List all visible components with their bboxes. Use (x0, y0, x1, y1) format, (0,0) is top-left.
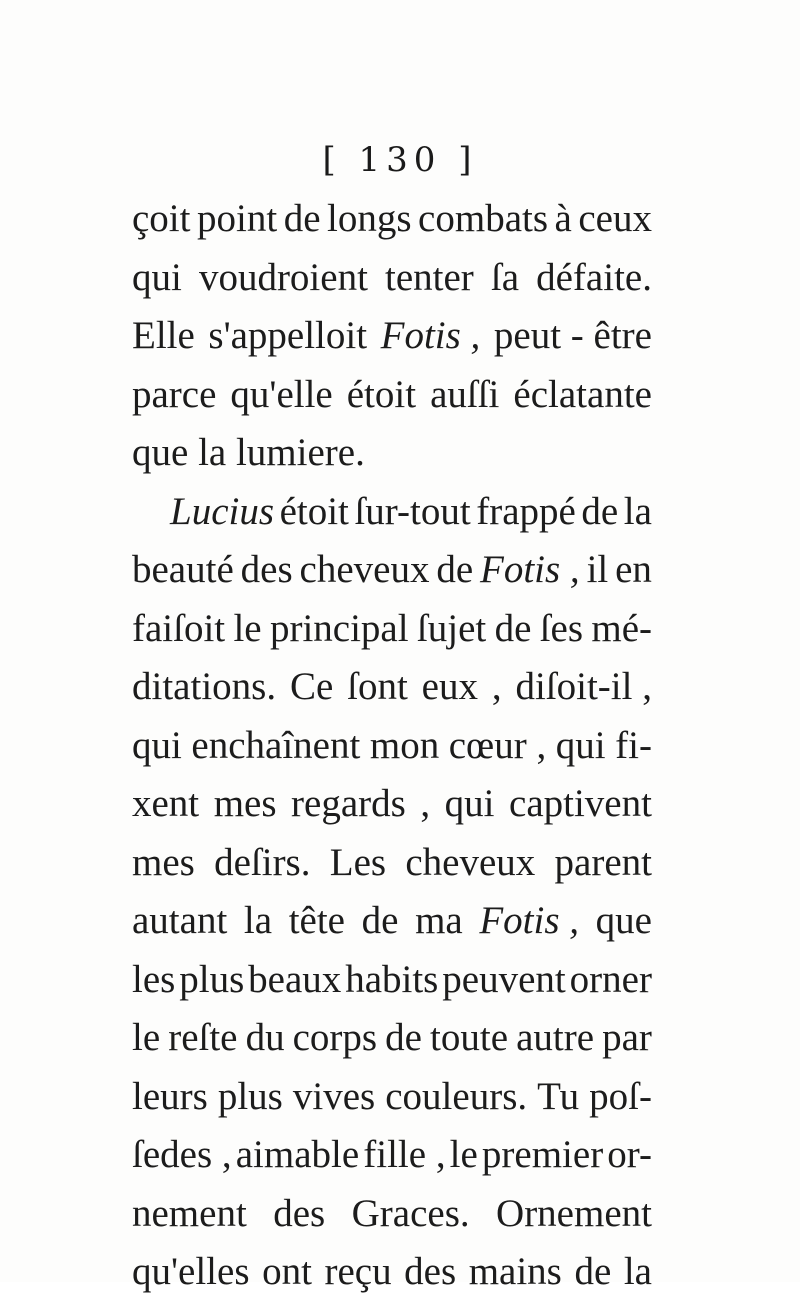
word: eux (421, 665, 478, 708)
word: parce (132, 372, 217, 416)
word: couleurs. (385, 1074, 528, 1118)
word: qui (132, 255, 182, 299)
word: vives (292, 1074, 376, 1118)
word: voudroient (198, 255, 368, 299)
word: aimable (235, 1133, 360, 1176)
text-line (132, 775, 652, 834)
text-line (132, 658, 652, 717)
word: peut - être (493, 314, 652, 357)
word: principal (269, 606, 409, 650)
word: par (602, 1016, 652, 1059)
word: la (243, 899, 273, 942)
text-line (132, 717, 652, 776)
word: ceux (578, 197, 652, 240)
word: de (581, 489, 619, 533)
text-line (132, 1009, 652, 1068)
word: des (404, 1250, 457, 1293)
word: tenter (385, 255, 474, 299)
word: il (586, 548, 609, 591)
word: beaux (248, 957, 342, 1001)
word: ſujet (416, 606, 487, 650)
word: le (449, 1133, 478, 1176)
paragraph-end-line (132, 424, 652, 483)
word: de (361, 899, 399, 942)
text-line (132, 1126, 652, 1185)
word: mains (468, 1250, 562, 1293)
text-line (132, 190, 652, 249)
word: que (132, 431, 189, 474)
italic-name: Fotis , (479, 899, 580, 942)
word: le (132, 1016, 161, 1059)
word: tête (288, 899, 345, 942)
word: qui (555, 723, 606, 767)
word: frappé (476, 489, 576, 533)
text-line (132, 307, 652, 366)
word: ſes (539, 606, 584, 650)
word: du (245, 1016, 285, 1059)
word: mes (132, 840, 195, 884)
word: reçu (324, 1250, 392, 1293)
word: Ornement (496, 1191, 652, 1235)
word: , (491, 665, 502, 708)
word: qu'elle (230, 372, 333, 416)
word: xent (132, 782, 200, 825)
word: leurs (132, 1074, 208, 1118)
word: ma (415, 899, 463, 942)
word: de (574, 1250, 612, 1293)
word: deſirs. (214, 840, 311, 884)
word: Graces. (351, 1191, 470, 1235)
paragraph-start-line (132, 483, 652, 542)
word: regards (291, 782, 406, 825)
word: longs (327, 197, 412, 240)
text-line (132, 1068, 652, 1127)
word: ont (262, 1250, 312, 1293)
word: peuvent (442, 957, 566, 1001)
word: étoit (346, 372, 417, 416)
word: ſur-tout (354, 489, 471, 533)
word: , (420, 782, 431, 825)
word: ditations. (132, 665, 277, 708)
text-line (132, 951, 652, 1010)
word: la (198, 431, 227, 474)
word: auſſi (430, 372, 500, 416)
word: les (132, 957, 176, 1001)
word: cœur , (448, 723, 547, 767)
page-number: [ 130 ] (322, 140, 478, 180)
text-line (132, 834, 652, 893)
word: nement (132, 1191, 247, 1235)
body-text (132, 190, 652, 1302)
text-line (132, 541, 652, 600)
text-line (132, 366, 652, 425)
word: s'appelloit (208, 314, 368, 357)
word: Elle (132, 314, 195, 357)
word: de (436, 548, 474, 591)
word: plus (179, 957, 245, 1001)
text-line (132, 600, 652, 659)
text-line (132, 249, 652, 308)
word: toute (430, 1016, 509, 1059)
word: cheveux (299, 548, 430, 591)
word: fi- (615, 723, 652, 767)
text-line (132, 892, 652, 951)
word: fille , (363, 1133, 446, 1176)
word: que (595, 899, 652, 942)
word: défaite. (536, 255, 652, 299)
word: ſa (490, 255, 520, 299)
word: beauté (132, 548, 234, 591)
word: parent (554, 840, 652, 884)
word: ſont (347, 665, 408, 708)
text-line (132, 1243, 652, 1302)
word: ſedes , (132, 1133, 232, 1176)
word: mes (213, 782, 277, 825)
word: qui (444, 782, 495, 825)
word: orner (569, 957, 652, 1001)
word: combats (418, 197, 549, 240)
word: de (283, 197, 321, 240)
word: captivent (509, 782, 652, 825)
word: premier (481, 1133, 604, 1176)
word: lumiere. (235, 431, 365, 474)
word: mé- (591, 606, 652, 650)
word: éclatante (513, 372, 652, 416)
word: étoit (279, 489, 349, 533)
word: corps (292, 1016, 378, 1059)
word: à (554, 197, 572, 240)
word: poſ- (589, 1074, 652, 1118)
text-line (132, 1185, 652, 1244)
word: çoit (132, 197, 191, 240)
word: qui (132, 723, 182, 767)
word: autant (132, 899, 228, 942)
word: Les (329, 840, 387, 884)
word: reſte (168, 1016, 238, 1059)
word: des (273, 1191, 326, 1235)
word: des (240, 548, 293, 591)
italic-name: Fotis , (480, 548, 580, 591)
word: la (623, 489, 652, 533)
word: en (615, 548, 652, 591)
word: faiſoit (132, 606, 226, 650)
word: de (494, 606, 532, 650)
word: le (233, 606, 262, 650)
word: mon (369, 723, 440, 767)
word: de (385, 1016, 422, 1059)
word: or- (607, 1133, 652, 1176)
word: qu'elles (132, 1250, 250, 1293)
italic-name: Fotis , (380, 314, 481, 357)
word: habits (345, 957, 439, 1001)
italic-name: Lucius (170, 489, 275, 533)
word: cheveux (405, 840, 536, 884)
word: diſoit-il , (515, 665, 652, 708)
word: Ce (289, 665, 334, 708)
word: autre (516, 1016, 595, 1059)
word: plus (217, 1074, 283, 1118)
word: Tu (537, 1074, 580, 1118)
word: la (623, 1250, 652, 1293)
word: point (197, 197, 278, 240)
word: enchaînent (191, 723, 361, 767)
